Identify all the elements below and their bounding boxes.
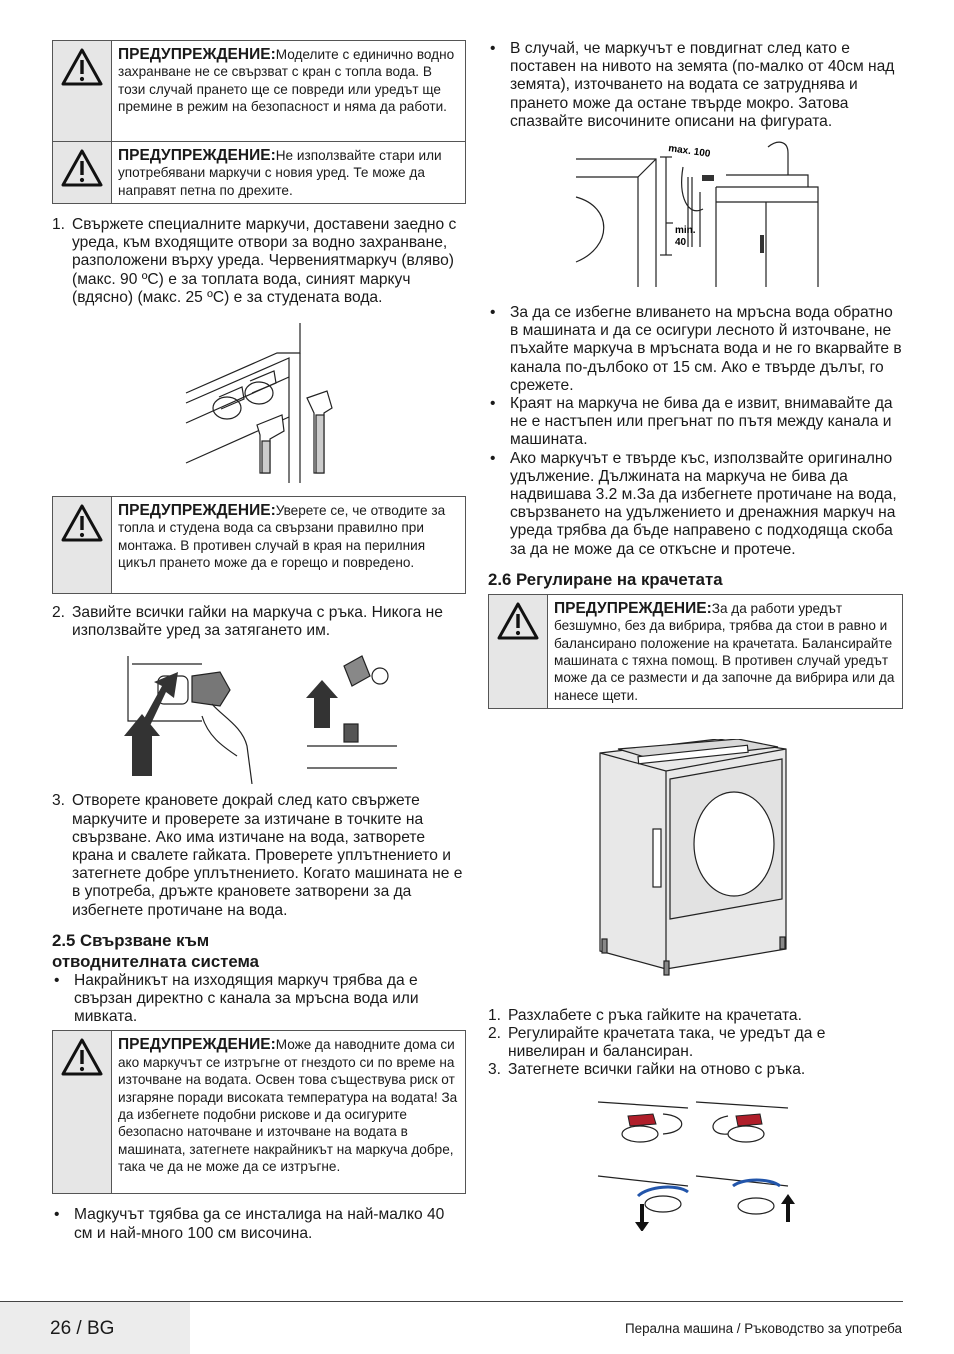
bullet-icon: • [490, 395, 496, 413]
warning-triangle-icon [53, 41, 112, 141]
bullet-item [488, 395, 903, 450]
step-number: 2. [52, 604, 66, 622]
warning-message: Не използвайте стари или употребявани маркучи с новия уред. Те може да направят петна по дрехите. [118, 148, 442, 198]
min-height-label: min. [675, 225, 696, 237]
bullet-item [488, 304, 903, 395]
warning-box [52, 40, 466, 142]
step-3 [52, 792, 466, 919]
step-1 [52, 216, 466, 307]
feet-adjustment-figure [488, 1086, 903, 1231]
warning-text [112, 497, 465, 593]
adjust-step [488, 1025, 903, 1061]
warning-text [112, 1031, 465, 1193]
bullet-icon: • [490, 40, 496, 57]
warning-title: ПРЕДУПРЕЖДЕНИЕ: [118, 46, 276, 63]
left-column [52, 40, 466, 1243]
bullet-item [488, 450, 903, 559]
step-number: 1. [488, 1006, 502, 1024]
warning-text [112, 142, 465, 203]
section-heading-2-6: 2.6 Регулиране на крачетата [488, 569, 723, 589]
step-number: 1. [52, 216, 66, 233]
section-heading-2-5: 2.5 Свързване към отводнителната система [52, 930, 260, 971]
page-number-box [0, 1302, 190, 1354]
bullet-text: Краят на маркуча не бива да е извит, внимавайте да не е настъпен или прегънат по пътя между канала и машината. [510, 395, 893, 449]
step-number: 2. [488, 1025, 502, 1043]
bullet-item [52, 972, 466, 1027]
warning-box [52, 142, 466, 204]
step-text: Разхлабете с ръка гайките на крачетата. [508, 1006, 802, 1024]
warning-box [488, 594, 903, 709]
hand-tighten-figure [52, 646, 466, 784]
warning-triangle-icon [53, 142, 112, 203]
bullet-icon: • [54, 1206, 60, 1224]
warning-box [52, 496, 466, 594]
step-text: Свържете специалните маркучи, доставени заедно с уреда, към входящите отвори за водно захранване, разположени върху уреда. Червениятмаркуч (вляво) (макс. 90 ºC) е за топлата вода, синият маркуч (вдясно) (макс. 25 ºC) е за студената вода. [72, 216, 457, 306]
bullet-item [488, 40, 903, 131]
bullet-icon: • [54, 971, 60, 989]
adjust-step [488, 1061, 903, 1079]
bullet-text: В случай, че маркучът е повдигнат след като е поставен на нивото на земята (по-малко от 40см над земята), източването на водата се затруднява и прането може да остане твърде мокро. Затова спазвайте височините описани на фигурата. [510, 40, 895, 130]
warning-title: ПРЕДУПРЕЖДЕНИЕ: [118, 1036, 276, 1054]
bullet-text: Маgкучът тgябва gа се инсталиgа на най-малко 40 см и най-много 100 см височина. [74, 1206, 445, 1242]
adjust-step [488, 1007, 903, 1025]
warning-message: За да работи уредът безшумно, без да вибрира, трябва да стои в равно и балансирано положение на крачетата. Балансирайте машината с тяхна помощ. В противен случай уредът може да се размести и да започне да вибрира или да нанесе щети. [554, 600, 895, 703]
right-column [488, 40, 903, 1231]
page-number: 26 / BG [50, 1318, 115, 1339]
bullet-text: За да се избегне вливането на мръсна вода обратно в машината и да се осигури лесното й източване, не пъхайте маркуча в мръсната вода и не го вкарвайте в канала по-дълбоко от 15 см. Ако е твърде дълъг, го срежете. [510, 304, 902, 394]
bullet-item [52, 1206, 466, 1242]
step-number: 3. [488, 1061, 502, 1079]
adjust-steps-list [488, 1007, 903, 1080]
warning-title: ПРЕДУПРЕЖДЕНИЕ: [118, 147, 276, 164]
bullet-text: Накрайникът на изходящия маркуч трябва да е свързан директно с канала за мръсна вода или мивката. [74, 971, 419, 1026]
drain-height-figure [488, 137, 903, 292]
warning-message: Уверете се, че отводите за топла и студена вода са свързани правилно при монтажа. В противен случай в края на перилния цикъл прането може да е горещо и повредено. [118, 503, 446, 571]
bullet-text: Ако маркучът е твърде къс, използвайте оригинално удължение. Дължината на маркуча не бива да надвишава 3.2 м.За да избегнете протичане на вода, свързването на удължението и дренажния маркуч на уреда трябва да бъде направено с подходяща скоба за да не може да се откъсне и протече. [510, 449, 897, 558]
water-inlet-figure [52, 313, 466, 488]
warning-box [52, 1030, 466, 1194]
warning-text [548, 595, 902, 708]
warning-triangle-icon [53, 497, 112, 593]
step-number: 3. [52, 792, 66, 810]
warning-triangle-icon [53, 1031, 112, 1193]
document-title: Перална машина / Ръководство за употреба [625, 1321, 902, 1336]
warning-title: ПРЕДУПРЕЖДЕНИЕ: [554, 599, 712, 617]
step-text: Регулирайте крачетата така, че уредът да е нивелиран и балансиран. [508, 1025, 826, 1061]
step-2 [52, 604, 466, 640]
warning-text [112, 41, 465, 141]
bullet-icon: • [490, 304, 496, 322]
step-text: Отворете крановете докрай след като свържете маркучите и проверете за изтичане в точките на свързване. Ако има изтичане на вода, затворете крана и свалете гайката. Проверете уплътнението и затегнете добре уплътнението. Когато машината не е в употреба, дръжте крановете затворени за да избегнете протичане на вода. [72, 792, 463, 919]
warning-title: ПРЕДУПРЕЖДЕНИЕ: [118, 502, 276, 520]
warning-message: Моделите с единично водно захранване не се свързват с кран с топла вода. В този случай прането ще се повреди или уредът ще премине в режим на безопасност и няма да работи. [118, 47, 455, 115]
warning-triangle-icon [489, 595, 548, 708]
min-height-value: 40 [675, 237, 687, 249]
washing-machine-figure [488, 739, 903, 989]
bullet-icon: • [490, 449, 496, 467]
max-height-label: max. 100 [667, 143, 711, 160]
step-text: Завийте всички гайки на маркуча с ръка. Никога не използвайте уред за затягането им. [72, 604, 443, 640]
warning-message: Може да наводните дома си ако маркучът се изтръгне от гнездото си по време на източване на водата. Освен това съществува риск от изгаряне поради високата темпеpатура на водата! За да избегнете подобни рискове и да осигурите безопасно наточване и източване на водата в машината, затегнете накрайникът на маркуча добре, така че да не може да се изтръгне. [118, 1037, 458, 1175]
step-text: Затегнете всички гайки на отново с ръка. [508, 1061, 806, 1079]
